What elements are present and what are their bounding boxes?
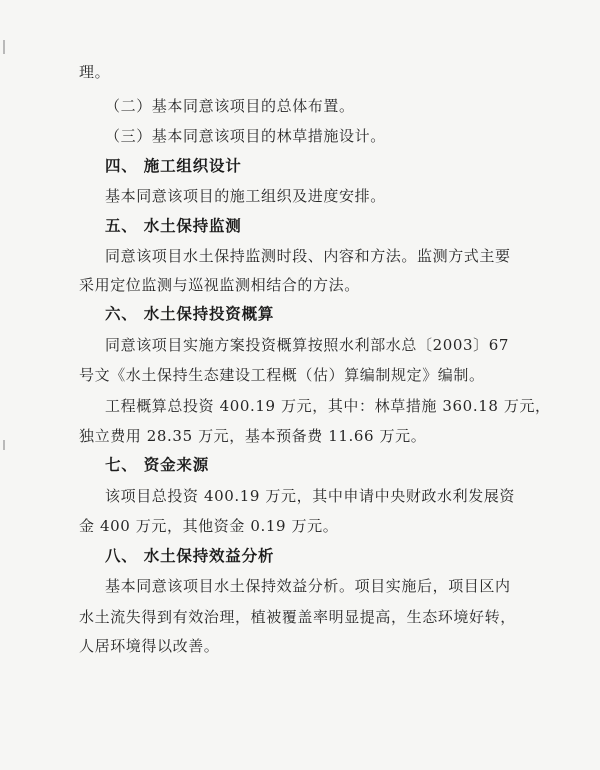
paragraph-line: 采用定位监测与巡视监测相结合的方法。 (79, 276, 360, 294)
scan-edge-mark (3, 440, 5, 450)
list-item: （二）基本同意该项目的总体布置。 (105, 97, 355, 115)
paragraph-line: 同意该项目实施方案投资概算按照水利部水总〔2003〕67 (105, 336, 510, 354)
paragraph-line: 基本同意该项目水土保持效益分析。项目实施后，项目区内 (105, 577, 511, 595)
paragraph-line: 同意该项目水土保持监测时段、内容和方法。监测方式主要 (105, 247, 511, 265)
paragraph-line: 人居环境得以改善。 (79, 637, 220, 655)
scan-edge-mark (3, 40, 5, 54)
paragraph-line: 水土流失得到有效治理，植被覆盖率明显提高，生态环境好转， (79, 608, 516, 626)
paragraph-line: 独立费用 28.35 万元，基本预备费 11.66 万元。 (79, 427, 427, 445)
paragraph-line: 基本同意该项目的施工组织及进度安排。 (105, 187, 386, 205)
section-heading: 四、 施工组织设计 (105, 157, 242, 175)
paragraph-line: 理。 (79, 63, 111, 81)
paragraph-line: 金 400 万元，其他资金 0.19 万元。 (79, 517, 339, 535)
section-heading: 六、 水土保持投资概算 (105, 305, 275, 323)
paragraph-line: 号文《水土保持生态建设工程概（估）算编制规定》编制。 (79, 366, 485, 384)
paragraph-line: 该项目总投资 400.19 万元，其中申请中央财政水利发展资 (105, 487, 516, 505)
list-item: （三）基本同意该项目的林草措施设计。 (105, 127, 386, 145)
section-heading: 五、 水土保持监测 (105, 217, 242, 235)
paragraph-line: 工程概算总投资 400.19 万元，其中：林草措施 360.18 万元， (105, 397, 551, 415)
section-heading: 七、 资金来源 (105, 456, 209, 474)
section-heading: 八、 水土保持效益分析 (105, 547, 275, 565)
